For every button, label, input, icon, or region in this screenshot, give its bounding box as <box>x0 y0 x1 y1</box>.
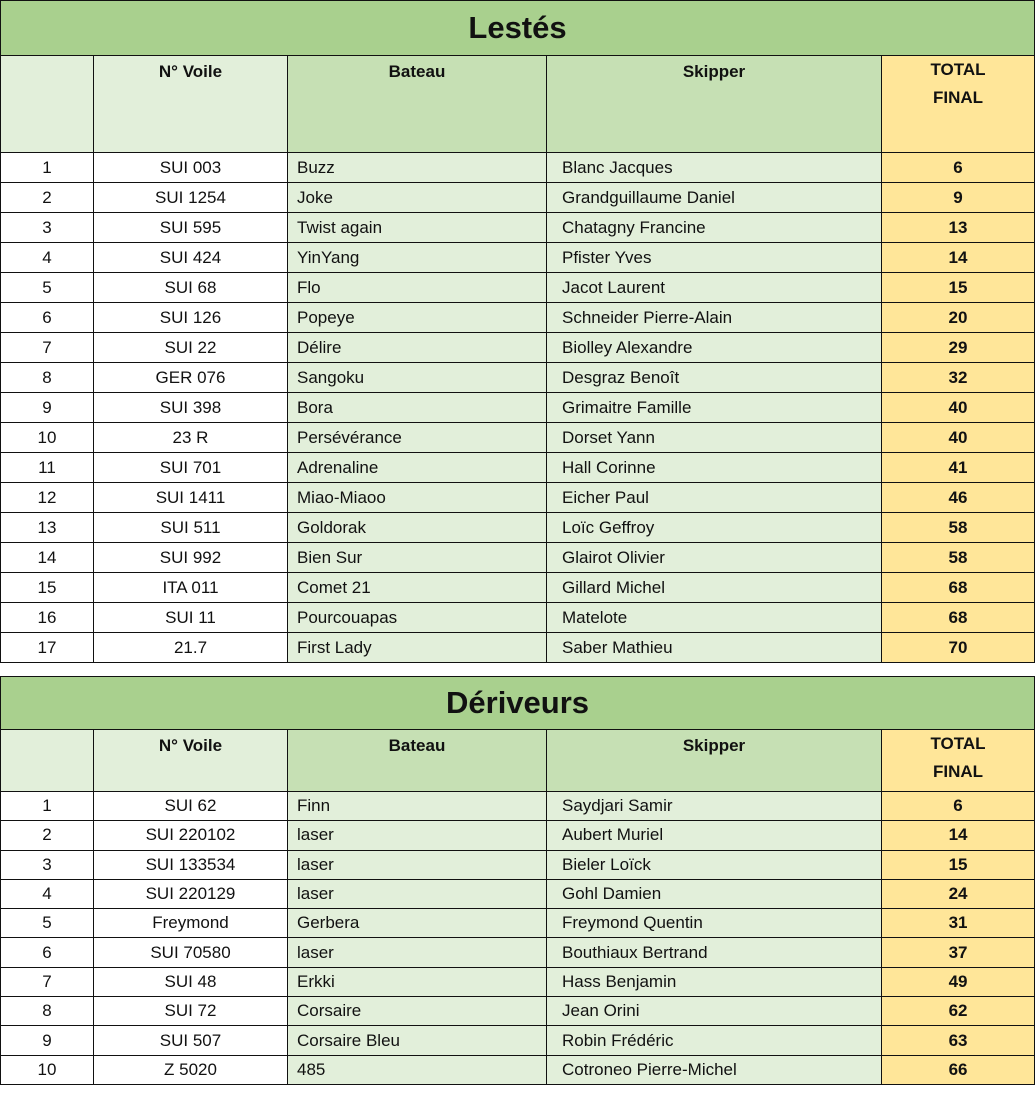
table-row <box>1 453 1035 483</box>
cell-bateau: Flo <box>288 273 547 303</box>
cell-rank: 14 <box>1 543 94 573</box>
cell-skipper: Bieler Loïck <box>547 850 882 879</box>
cell-rank: 9 <box>1 393 94 423</box>
table-row <box>1 423 1035 453</box>
header-rank <box>1 56 94 153</box>
table-row <box>1 633 1035 663</box>
table-row <box>1 879 1035 908</box>
cell-total: 15 <box>882 850 1035 879</box>
cell-rank: 6 <box>1 303 94 333</box>
cell-rank: 10 <box>1 1055 94 1084</box>
cell-rank: 1 <box>1 153 94 183</box>
table-row <box>1 243 1035 273</box>
cell-total: 37 <box>882 938 1035 967</box>
cell-rank: 3 <box>1 213 94 243</box>
cell-voile: SUI 133534 <box>94 850 288 879</box>
cell-voile: SUI 72 <box>94 997 288 1026</box>
cell-total: 14 <box>882 821 1035 850</box>
cell-voile: SUI 003 <box>94 153 288 183</box>
cell-skipper: Eicher Paul <box>547 483 882 513</box>
header-total-line1: TOTAL <box>930 734 986 753</box>
cell-total: 15 <box>882 273 1035 303</box>
header-total-line2: FINAL <box>932 88 984 107</box>
cell-rank: 4 <box>1 243 94 273</box>
cell-skipper: Schneider Pierre-Alain <box>547 303 882 333</box>
cell-voile: SUI 424 <box>94 243 288 273</box>
cell-rank: 6 <box>1 938 94 967</box>
cell-voile: Z 5020 <box>94 1055 288 1084</box>
cell-bateau: Corsaire <box>288 997 547 1026</box>
header-rank <box>1 730 94 792</box>
cell-skipper: Freymond Quentin <box>547 909 882 938</box>
cell-rank: 7 <box>1 967 94 996</box>
cell-bateau: Corsaire Bleu <box>288 1026 547 1055</box>
table-row <box>1 938 1035 967</box>
cell-skipper: Desgraz Benoît <box>547 363 882 393</box>
cell-total: 40 <box>882 423 1035 453</box>
cell-total: 9 <box>882 183 1035 213</box>
cell-skipper: Jean Orini <box>547 997 882 1026</box>
cell-total: 40 <box>882 393 1035 423</box>
table-row <box>1 153 1035 183</box>
cell-bateau: Bora <box>288 393 547 423</box>
header-voile: N° Voile <box>94 56 288 153</box>
cell-bateau: Persévérance <box>288 423 547 453</box>
cell-skipper: Dorset Yann <box>547 423 882 453</box>
table-row <box>1 997 1035 1026</box>
header-bateau: Bateau <box>288 56 547 153</box>
cell-total: 58 <box>882 513 1035 543</box>
cell-total: 32 <box>882 363 1035 393</box>
cell-rank: 12 <box>1 483 94 513</box>
cell-rank: 7 <box>1 333 94 363</box>
cell-total: 24 <box>882 879 1035 908</box>
cell-total: 58 <box>882 543 1035 573</box>
table-row <box>1 821 1035 850</box>
header-total-final <box>882 730 1035 792</box>
table-row <box>1 1026 1035 1055</box>
lestes-title: Lestés <box>1 1 1035 56</box>
cell-bateau: Pourcouapas <box>288 603 547 633</box>
table-row <box>1 363 1035 393</box>
cell-rank: 4 <box>1 879 94 908</box>
cell-total: 6 <box>882 153 1035 183</box>
cell-skipper: Jacot Laurent <box>547 273 882 303</box>
cell-voile: SUI 507 <box>94 1026 288 1055</box>
cell-total: 62 <box>882 997 1035 1026</box>
header-total-line2: FINAL <box>933 762 984 781</box>
table-row <box>1 603 1035 633</box>
cell-rank: 2 <box>1 821 94 850</box>
cell-rank: 10 <box>1 423 94 453</box>
cell-bateau: laser <box>288 821 547 850</box>
cell-total: 31 <box>882 909 1035 938</box>
cell-bateau: Adrenaline <box>288 453 547 483</box>
cell-bateau: Finn <box>288 792 547 821</box>
cell-bateau: Joke <box>288 183 547 213</box>
cell-bateau: laser <box>288 850 547 879</box>
cell-total: 29 <box>882 333 1035 363</box>
cell-bateau: Goldorak <box>288 513 547 543</box>
cell-rank: 8 <box>1 363 94 393</box>
table-row <box>1 573 1035 603</box>
cell-voile: SUI 70580 <box>94 938 288 967</box>
cell-voile: SUI 1411 <box>94 483 288 513</box>
cell-skipper: Gohl Damien <box>547 879 882 908</box>
cell-skipper: Gillard Michel <box>547 573 882 603</box>
cell-rank: 13 <box>1 513 94 543</box>
cell-voile: SUI 511 <box>94 513 288 543</box>
cell-total: 63 <box>882 1026 1035 1055</box>
header-voile: N° Voile <box>94 730 288 792</box>
cell-bateau: Bien Sur <box>288 543 547 573</box>
cell-bateau: 485 <box>288 1055 547 1084</box>
cell-voile: GER 076 <box>94 363 288 393</box>
cell-total: 13 <box>882 213 1035 243</box>
cell-skipper: Hass Benjamin <box>547 967 882 996</box>
cell-rank: 3 <box>1 850 94 879</box>
cell-rank: 11 <box>1 453 94 483</box>
deriveurs-results-table <box>0 676 1035 1085</box>
cell-total: 68 <box>882 573 1035 603</box>
header-skipper: Skipper <box>547 56 882 153</box>
cell-skipper: Loïc Geffroy <box>547 513 882 543</box>
cell-voile: SUI 220129 <box>94 879 288 908</box>
cell-voile: SUI 701 <box>94 453 288 483</box>
cell-skipper: Grandguillaume Daniel <box>547 183 882 213</box>
cell-bateau: Délire <box>288 333 547 363</box>
cell-bateau: Miao-Miaoo <box>288 483 547 513</box>
cell-rank: 8 <box>1 997 94 1026</box>
cell-voile: SUI 220102 <box>94 821 288 850</box>
cell-total: 20 <box>882 303 1035 333</box>
cell-bateau: Buzz <box>288 153 547 183</box>
cell-bateau: laser <box>288 879 547 908</box>
cell-rank: 9 <box>1 1026 94 1055</box>
cell-voile: ITA 011 <box>94 573 288 603</box>
cell-rank: 15 <box>1 573 94 603</box>
cell-bateau: Twist again <box>288 213 547 243</box>
cell-rank: 2 <box>1 183 94 213</box>
cell-rank: 1 <box>1 792 94 821</box>
cell-skipper: Grimaitre Famille <box>547 393 882 423</box>
cell-bateau: laser <box>288 938 547 967</box>
table-row <box>1 967 1035 996</box>
cell-skipper: Cotroneo Pierre-Michel <box>547 1055 882 1084</box>
cell-voile: SUI 22 <box>94 333 288 363</box>
lestes-table-body <box>1 153 1035 663</box>
cell-voile: SUI 1254 <box>94 183 288 213</box>
cell-voile: SUI 68 <box>94 273 288 303</box>
cell-bateau: YinYang <box>288 243 547 273</box>
cell-bateau: Sangoku <box>288 363 547 393</box>
cell-bateau: Erkki <box>288 967 547 996</box>
cell-skipper: Hall Corinne <box>547 453 882 483</box>
table-row <box>1 183 1035 213</box>
cell-skipper: Matelote <box>547 603 882 633</box>
cell-voile: SUI 62 <box>94 792 288 821</box>
table-row <box>1 792 1035 821</box>
cell-voile: SUI 398 <box>94 393 288 423</box>
cell-bateau: Popeye <box>288 303 547 333</box>
cell-voile: SUI 992 <box>94 543 288 573</box>
cell-rank: 16 <box>1 603 94 633</box>
cell-bateau: Gerbera <box>288 909 547 938</box>
cell-voile: SUI 11 <box>94 603 288 633</box>
cell-rank: 5 <box>1 273 94 303</box>
cell-skipper: Bouthiaux Bertrand <box>547 938 882 967</box>
table-row <box>1 513 1035 543</box>
cell-voile: SUI 595 <box>94 213 288 243</box>
header-total-line1: TOTAL <box>930 60 986 79</box>
table-row <box>1 850 1035 879</box>
cell-total: 41 <box>882 453 1035 483</box>
cell-total: 68 <box>882 603 1035 633</box>
table-row <box>1 543 1035 573</box>
table-row <box>1 393 1035 423</box>
cell-skipper: Glairot Olivier <box>547 543 882 573</box>
cell-total: 49 <box>882 967 1035 996</box>
cell-skipper: Chatagny Francine <box>547 213 882 243</box>
header-bateau: Bateau <box>288 730 547 792</box>
cell-voile: SUI 126 <box>94 303 288 333</box>
cell-total: 6 <box>882 792 1035 821</box>
table-row <box>1 909 1035 938</box>
header-skipper: Skipper <box>547 730 882 792</box>
cell-total: 70 <box>882 633 1035 663</box>
cell-skipper: Robin Frédéric <box>547 1026 882 1055</box>
cell-bateau: Comet 21 <box>288 573 547 603</box>
cell-voile: SUI 48 <box>94 967 288 996</box>
cell-voile: 21.7 <box>94 633 288 663</box>
cell-total: 14 <box>882 243 1035 273</box>
table-row <box>1 273 1035 303</box>
cell-voile: Freymond <box>94 909 288 938</box>
cell-skipper: Saber Mathieu <box>547 633 882 663</box>
deriveurs-results-table-section <box>0 676 1034 1085</box>
header-total-final <box>882 56 1035 153</box>
table-row <box>1 213 1035 243</box>
table-row <box>1 333 1035 363</box>
cell-total: 66 <box>882 1055 1035 1084</box>
cell-skipper: Blanc Jacques <box>547 153 882 183</box>
cell-bateau: First Lady <box>288 633 547 663</box>
cell-skipper: Saydjari Samir <box>547 792 882 821</box>
cell-skipper: Biolley Alexandre <box>547 333 882 363</box>
cell-total: 46 <box>882 483 1035 513</box>
deriveurs-table-body <box>1 792 1035 1085</box>
deriveurs-title: Dériveurs <box>1 677 1035 730</box>
cell-rank: 17 <box>1 633 94 663</box>
cell-voile: 23 R <box>94 423 288 453</box>
cell-skipper: Aubert Muriel <box>547 821 882 850</box>
table-row <box>1 483 1035 513</box>
table-row <box>1 1055 1035 1084</box>
cell-rank: 5 <box>1 909 94 938</box>
table-row <box>1 303 1035 333</box>
cell-skipper: Pfister Yves <box>547 243 882 273</box>
